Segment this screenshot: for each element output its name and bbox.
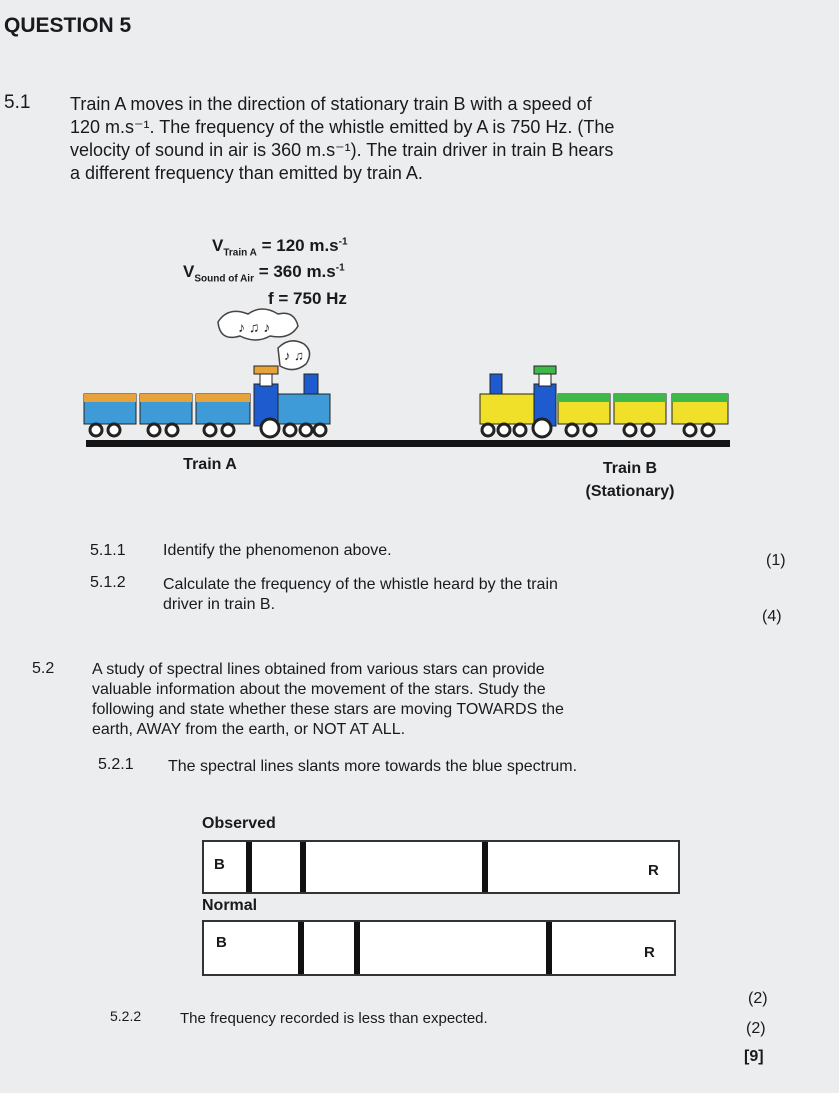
question-5-1-line-1: Train A moves in the direction of stationary train B with a speed of [70,94,592,114]
whistle-sound-cloud-icon [218,309,310,370]
question-number-5-2-1: 5.2.1 [98,756,134,773]
question-5-1-1-text: Identify the phenomenon above. [163,542,392,559]
normal-red-end: R [644,944,655,961]
svg-text:♪ ♫ ♪: ♪ ♫ ♪ [238,319,271,335]
normal-blue-end: B [216,934,227,951]
svg-text:♪ ♫: ♪ ♫ [284,348,304,363]
question-5-1-2-line-1: Calculate the frequency of the whistle heard by the train [163,576,558,593]
train-b-stationary-label: (Stationary) [585,483,675,500]
question-5-2-1-text: The spectral lines slants more towards the blue spectrum. [168,758,578,775]
question-5-1-text [70,93,770,185]
normal-spectral-line [354,922,360,974]
question-number-5-1-2: 5.1.2 [90,574,126,591]
question-5-2-line-3: following and state whether these stars are moving TOWARDS the [92,701,564,718]
train-b-label: Train B [602,460,658,477]
question-number-5-1-1: 5.1.1 [90,542,126,559]
question-5-2-line-2: valuable information about the movement of the stars. Study the [92,681,546,698]
train-b-icon [480,366,728,437]
normal-spectrum [202,920,676,976]
question-5-2-2-text: The frequency recorded is less than expected. [180,1010,488,1027]
observed-spectrum-label: Observed [202,815,276,832]
question-number-5-2-2: 5.2.2 [110,1008,142,1024]
train-illustration [78,300,738,460]
normal-spectral-line [298,922,304,974]
question-number-5-2: 5.2 [32,660,55,677]
train-a-icon [84,366,330,437]
observed-blue-end: B [214,856,225,873]
question-5-1-2-line-2: driver in train B. [163,596,276,613]
normal-spectral-line [546,922,552,974]
train-a-label: Train A [183,456,237,473]
page-title: QUESTION 5 [4,14,132,37]
observed-spectral-line [246,842,252,892]
total-marks: [9] [744,1048,764,1065]
question-5-1-line-4: a different frequency than emitted by train A. [70,163,423,183]
given-velocity-sound: $V_{Sound of Air} = 360$ $m.s^{-1}$ [183,262,345,285]
question-number-5-1: 5.1 [4,92,31,113]
question-5-2-line-4: earth, AWAY from the earth, or NOT AT ALL. [92,721,406,738]
marks-5-2-2: (2) [746,1020,766,1037]
observed-spectral-line [300,842,306,892]
question-5-2-text [92,660,732,740]
observed-red-end: R [648,862,659,879]
question-5-1-line-3: velocity of sound in air is 360 m.s⁻¹). The train driver in train B hears [70,140,614,160]
marks-5-2-1: (2) [748,990,768,1007]
given-frequency: f = 750 Hz [268,289,347,308]
marks-5-1-2: (4) [762,608,782,625]
question-5-1-line-2: 120 m.s⁻¹. The frequency of the whistle emitted by A is 750 Hz. (The [70,117,615,137]
observed-spectral-line [482,842,488,892]
given-velocity-train: $V_{Train A} = 120$ $m.s^{-1}$ [212,236,348,259]
rail-track [86,440,730,447]
question-5-2-line-1: A study of spectral lines obtained from various stars can provide [92,661,545,678]
observed-spectrum [202,840,680,894]
marks-5-1-1: (1) [766,552,786,569]
normal-spectrum-label: Normal [202,897,258,914]
